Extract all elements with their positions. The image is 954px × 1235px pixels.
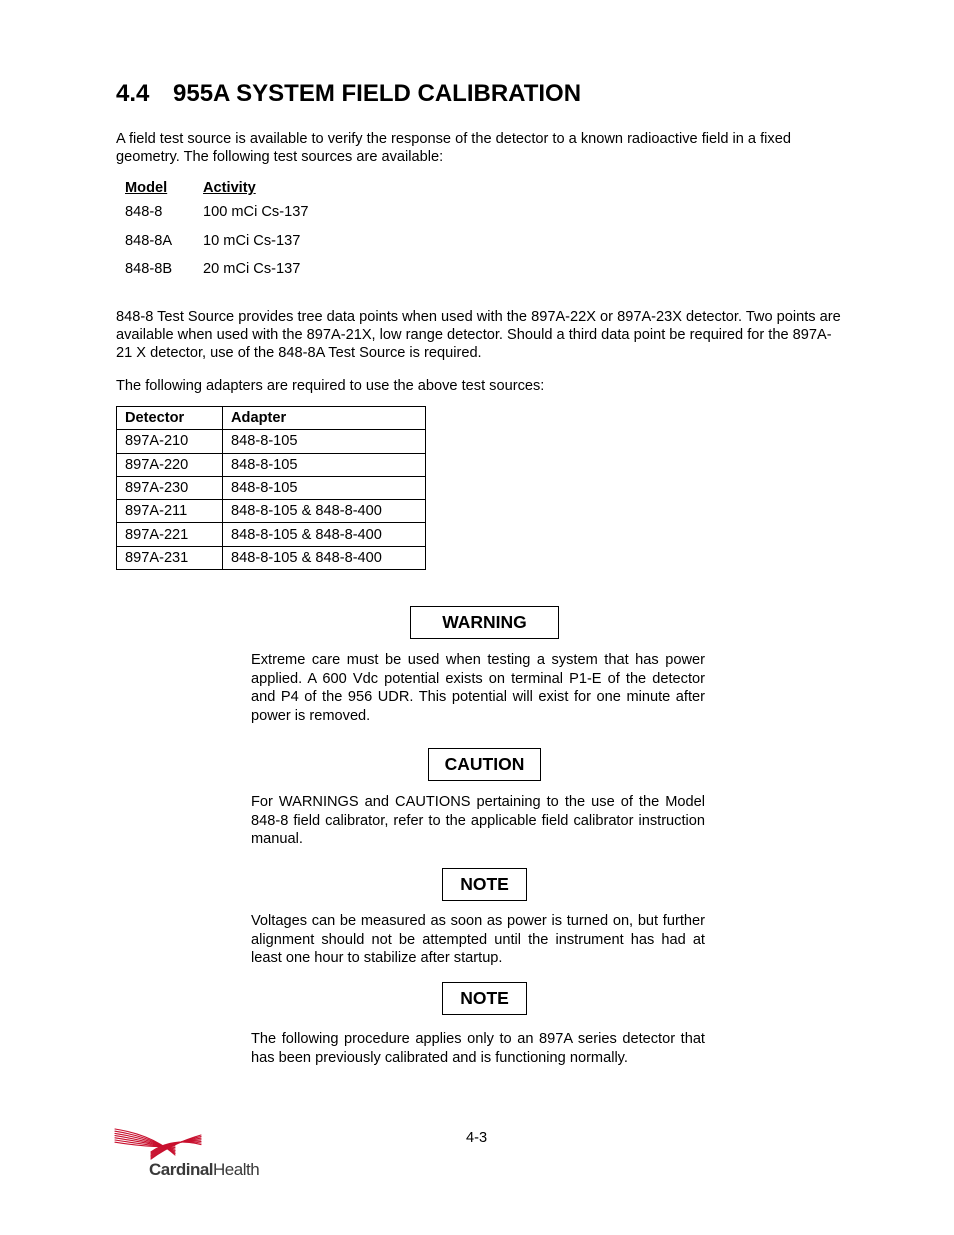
note-label-box: NOTE xyxy=(442,868,527,901)
column-header: Model xyxy=(125,180,168,196)
model-cell: 848-8 xyxy=(125,204,163,220)
activity-cell: 20 mCi Cs-137 xyxy=(203,261,301,277)
adapter-cell: 848-8-105 xyxy=(223,430,426,453)
detector-cell: 897A-231 xyxy=(117,546,223,569)
table-row xyxy=(117,476,426,499)
caution-label-box: CAUTION xyxy=(428,748,541,781)
page-number: 4-3 xyxy=(466,1130,488,1146)
table-row xyxy=(117,430,426,453)
detector-cell: 897A-210 xyxy=(117,430,223,453)
section-title: 955A SYSTEM FIELD CALIBRATION xyxy=(173,80,582,107)
intro-paragraph: A field test source is available to verify the response of the detector to a known radioactive field in a fixed geometry. The following test sources are available: xyxy=(116,131,791,165)
adapter-cell: 848-8-105 & 848-8-400 xyxy=(223,523,426,546)
warning-label-box: WARNING xyxy=(410,606,559,639)
table-row xyxy=(117,546,426,569)
detector-cell: 897A-221 xyxy=(117,523,223,546)
cardinal-health-logo-mark xyxy=(113,1125,208,1165)
activity-cell: 10 mCi Cs-137 xyxy=(203,232,301,249)
table-header-row xyxy=(125,180,308,204)
column-header: Detector xyxy=(117,407,223,430)
data-points-paragraph: 848-8 Test Source provides tree data points when used with the 897A-22X or 897A-23X detector. Two points are available when used with the 897A-21X, low range detector. Should a third data point be required for the 897A-21 X detector, use of the 848-8A Test Source is required. xyxy=(116,309,841,361)
adapters-table xyxy=(116,406,426,570)
table-row xyxy=(117,500,426,523)
detector-cell: 897A-230 xyxy=(117,476,223,499)
table-header-row xyxy=(117,407,426,430)
table-row xyxy=(117,453,426,476)
adapter-cell: 848-8-105 & 848-8-400 xyxy=(223,546,426,569)
adapter-cell: 848-8-105 xyxy=(223,476,426,499)
note-label-box: NOTE xyxy=(442,982,527,1015)
adapter-cell: 848-8-105 & 848-8-400 xyxy=(223,500,426,523)
activity-cell: 100 mCi Cs-137 xyxy=(203,204,309,220)
logo-wordmark: CardinalHealth xyxy=(149,1160,260,1179)
detector-cell: 897A-220 xyxy=(117,453,223,476)
column-header: Activity xyxy=(203,180,256,196)
table-row xyxy=(125,233,308,262)
table-row xyxy=(125,261,308,290)
caution-text: For WARNINGS and CAUTIONS pertaining to the use of the Model 848-8 field calibrator, refer to the applicable field calibrator instruction manual. xyxy=(251,794,705,847)
adapters-intro-paragraph: The following adapters are required to use the above test sources: xyxy=(116,378,545,394)
section-number: 4.4 xyxy=(116,80,150,107)
column-header: Adapter xyxy=(223,407,426,430)
detector-cell: 897A-211 xyxy=(117,500,223,523)
model-cell: 848-8B xyxy=(125,261,173,277)
table-row xyxy=(125,204,308,233)
table-row xyxy=(117,523,426,546)
warning-text: Extreme care must be used when testing a system that has power applied. A 600 Vdc potential exists on terminal P1-E of the detector and P4 of the 956 UDR. This potential will exist for one minute after power is removed. xyxy=(251,652,705,724)
test-sources-table xyxy=(125,180,308,290)
note-text: The following procedure applies only to an 897A series detector that has been previously calibrated and is functioning normally. xyxy=(251,1031,705,1066)
section-heading xyxy=(116,80,581,108)
model-cell: 848-8A xyxy=(125,232,173,249)
adapter-cell: 848-8-105 xyxy=(223,453,426,476)
cardinal-health-logo xyxy=(113,1125,273,1185)
note-text: Voltages can be measured as soon as power is turned on, but further alignment should not be attempted until the instrument has had at least one hour to stabilize after startup. xyxy=(251,913,705,966)
